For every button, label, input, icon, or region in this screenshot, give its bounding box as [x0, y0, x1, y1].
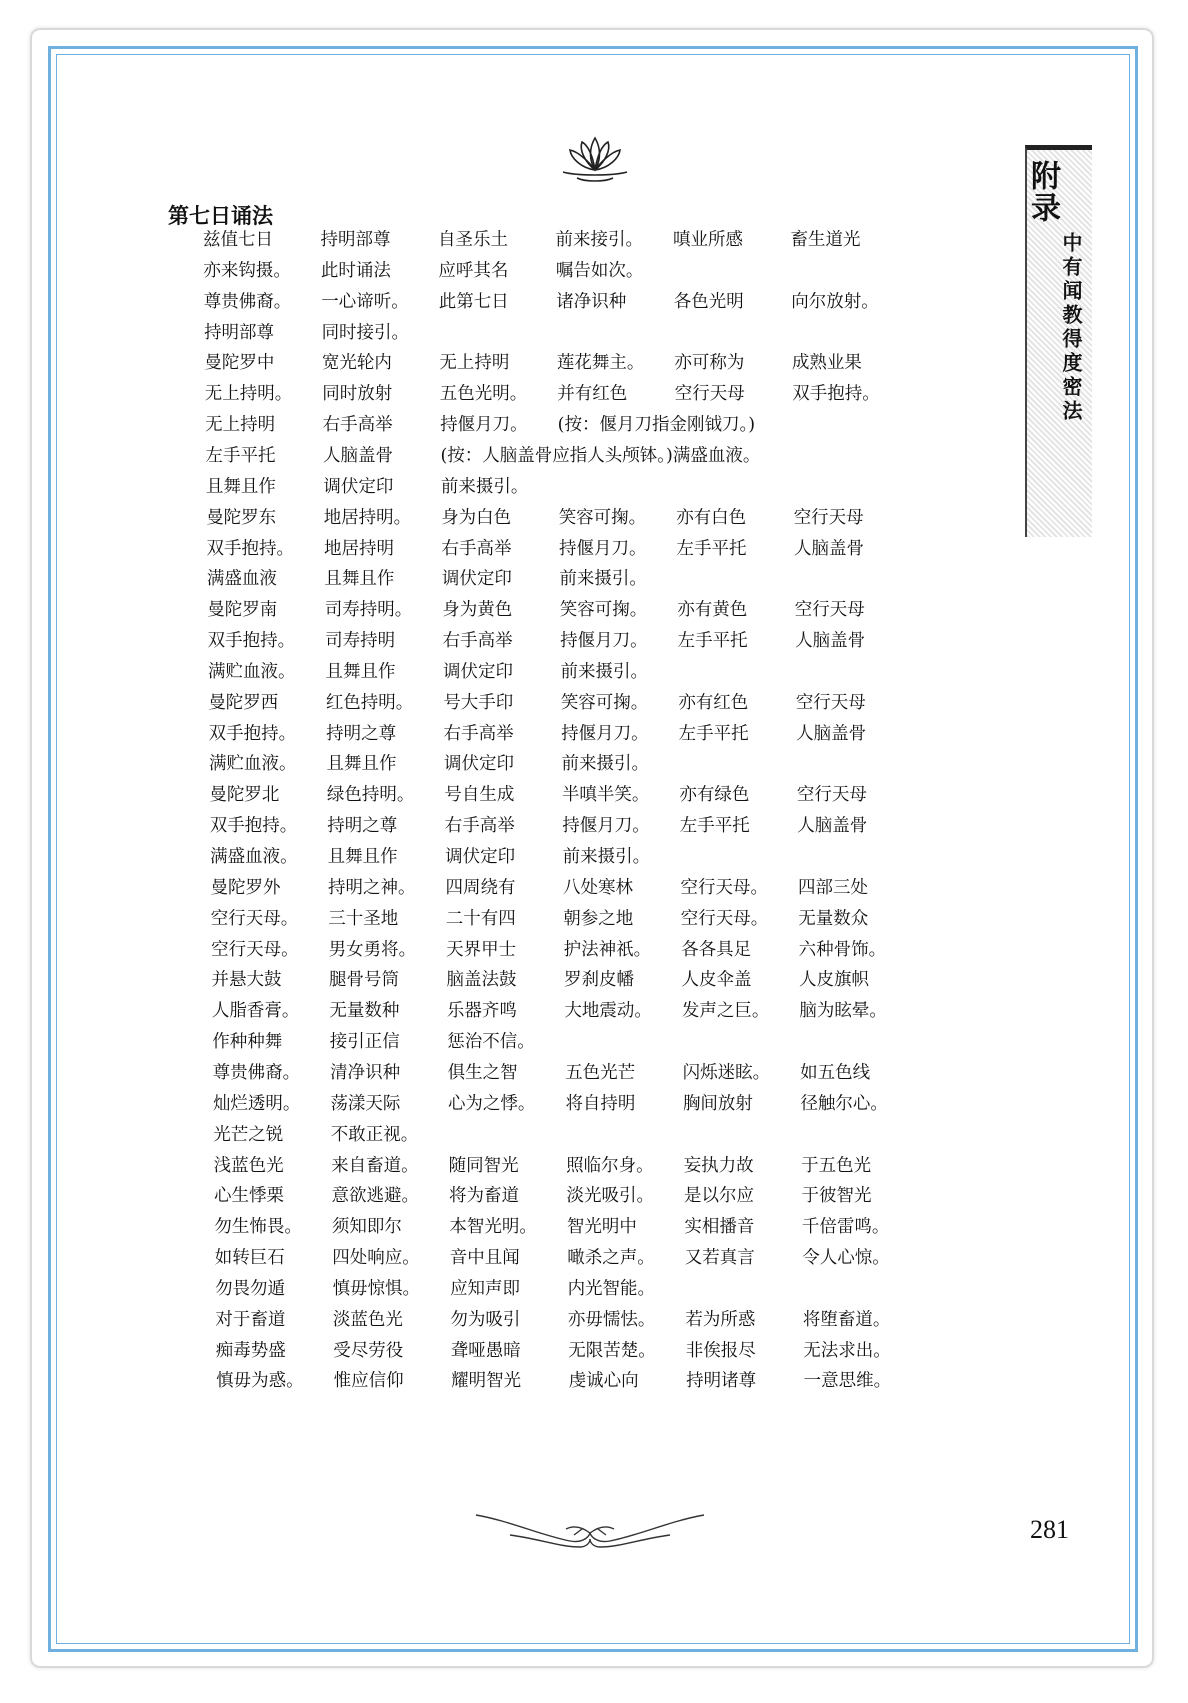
verse-phrase: 右手高举 [441, 538, 512, 559]
section-title: 第七日诵法 [168, 204, 273, 228]
verse-phrase: 六种骨饰。 [798, 939, 887, 960]
verse-phrase: 天界甲士 [446, 939, 517, 960]
verse-phrase: 无上持明 [439, 353, 510, 374]
verse-phrase: 宽光轮内 [321, 353, 392, 374]
verse-phrase: 人脑盖骨 [797, 816, 868, 837]
verse-phrase: 曼陀罗西 [208, 692, 279, 713]
verse-phrase: 空行天母。 [680, 877, 768, 898]
verse-phrase: 人脑盖骨 [796, 723, 867, 744]
verse-phrase: 左手平托 [679, 816, 750, 837]
verse-phrase: 罗刹皮幡 [564, 970, 635, 991]
verse-phrase: 右手高举 [442, 631, 513, 652]
verse-phrase: 地居持明。 [323, 507, 412, 528]
verse-phrase: 且舞且作 [205, 476, 276, 497]
verse-phrase: 双手抱持。 [206, 538, 295, 559]
verse-phrase: 各色光明 [673, 291, 744, 312]
praying-hands-icon [470, 1505, 710, 1553]
verse-phrase: 双手抱持。 [208, 723, 297, 744]
verse-phrase: 心生悸栗 [214, 1186, 284, 1207]
verse-phrase: 尊贵佛裔。 [212, 1062, 301, 1083]
verse-phrase: 持明之尊 [326, 723, 397, 744]
verse-phrase: 前来摄引。 [560, 661, 648, 682]
verse-phrase: 满贮血液。 [209, 754, 297, 775]
verse-phrase: 无限苦楚。 [568, 1340, 656, 1361]
verse-phrase: 发声之巨。 [681, 1001, 770, 1022]
verse-phrase: 清净识种 [330, 1062, 401, 1083]
verse-phrase: 亦可称为 [674, 353, 745, 374]
verse-phrase: 无上持明。 [204, 384, 293, 405]
verse-phrase: 无量数种 [329, 1001, 400, 1022]
verse-phrase: 将自持明 [565, 1093, 636, 1114]
lotus-icon [555, 132, 635, 192]
verse-phrase: 空行天母 [794, 600, 865, 621]
verse-phrase: 勿为吸引 [450, 1309, 521, 1330]
verse-phrase: 四处响应。 [332, 1248, 420, 1269]
verse-phrase: 满贮血液。 [207, 661, 296, 682]
verse-phrase: 且舞且作 [327, 847, 398, 867]
verse-phrase: 亦来钩摄。 [203, 260, 291, 281]
verse-phrase: 空行天母。 [210, 908, 299, 929]
verse-phrase: 笑容可掬。 [560, 692, 649, 713]
verse-phrase: 满盛血液。 [210, 847, 298, 867]
verse-phrase: 持偃月刀。 [561, 723, 649, 744]
verse-phrase: 作种种舞 [212, 1032, 283, 1053]
verse-phrase: 本智光明。 [449, 1217, 537, 1238]
verse-phrase: 调伏定印 [323, 476, 394, 497]
verse-phrase: 胸间放射 [682, 1093, 753, 1114]
verse-phrase: 司寿持明。 [324, 600, 413, 621]
verse-phrase: 亦有红色 [678, 692, 749, 713]
verse-phrase: 如转巨石 [214, 1248, 285, 1269]
verse-phrase: 同时接引。 [321, 322, 410, 343]
verse-phrase: 亦毋懦怯。 [567, 1309, 656, 1330]
verse-phrase: 非俟报尽 [685, 1340, 756, 1361]
verse-phrase: 向尔放射。 [791, 291, 879, 312]
verse-phrase: 右手高举 [322, 415, 393, 436]
verse-phrase: 前来摄引。 [562, 847, 651, 867]
verse-phrase: 各各具足 [681, 939, 752, 960]
verse-phrase: 音中且闻 [449, 1248, 520, 1269]
verse-phrase: 亦有绿色 [679, 785, 750, 806]
verse-phrase: 惩治不信。 [447, 1032, 535, 1053]
verse-phrase: 嗔业所感 [673, 230, 743, 250]
verse-phrase: 人皮伞盖 [681, 970, 752, 991]
verse-phrase: 双手抱持。 [209, 816, 298, 837]
verse-phrase: 曼陀罗东 [206, 507, 277, 528]
verse-phrase: 于五色光 [801, 1155, 872, 1176]
verse-phrase: 痴毒势盛 [215, 1340, 286, 1361]
verse-phrase: 自圣乐土 [438, 230, 508, 250]
verse-phrase: 人脑盖骨 [794, 538, 865, 559]
verse-phrase: 八处寒林 [562, 877, 633, 898]
verse-phrase: 将堕畜道。 [802, 1309, 891, 1330]
verse-phrase: 持偃月刀。 [560, 631, 648, 652]
verse-phrase: 双手抱持。 [207, 631, 296, 652]
verse-phrase: 持偃月刀。 [559, 538, 647, 559]
verse-phrase: 前来摄引。 [440, 476, 529, 497]
verse-phrase: 若为所惑 [685, 1309, 756, 1330]
verse-phrase: 尊贵佛裔。 [203, 291, 292, 312]
verse-phrase: 应呼其名 [438, 260, 509, 281]
verse-phrase: 二十有四 [445, 908, 516, 929]
verse-phrase: 笑容可掬。 [559, 600, 648, 621]
verse-phrase: 浅蓝色光 [213, 1155, 284, 1176]
verse-phrase: 空行天母 [796, 785, 867, 806]
verse-phrase: 左手平托 [678, 723, 749, 744]
verse-phrase: 荡漾天际 [330, 1093, 401, 1114]
verse-phrase: 耀明智光 [451, 1371, 522, 1392]
verse-phrase: 慎毋惊惧。 [332, 1278, 421, 1299]
verse-phrase: 心为之悸。 [447, 1093, 536, 1114]
verse-phrase: 内光智能。 [567, 1278, 656, 1299]
verse-phrase: 是以尔应 [684, 1186, 754, 1207]
verse-phrase: 空行天母 [674, 384, 745, 405]
verse-phrase: 噉杀之声。 [567, 1248, 655, 1269]
verse-phrase: 亦有白色 [676, 507, 747, 528]
verse-phrase: 随同智光 [448, 1155, 519, 1176]
verse-phrase: 调伏定印 [441, 569, 512, 590]
verse-phrase: 空行天母。 [211, 939, 299, 960]
verse-phrase: 径触尔心。 [800, 1093, 888, 1114]
verse-phrase: 大地震动。 [564, 1001, 652, 1022]
verse-phrase: 兹值七日 [203, 230, 273, 250]
verse-phrase: 前来接引。 [555, 230, 643, 250]
verse-phrase: 司寿持明 [325, 631, 396, 652]
verse-phrase: 持明之尊 [327, 816, 398, 837]
verse-phrase: 无法求出。 [803, 1340, 891, 1361]
verse-phrase: 妄执力故 [683, 1155, 754, 1176]
verse-phrase: 腿骨号筒 [329, 970, 400, 991]
verse-phrase: 曼陀罗外 [210, 877, 281, 898]
verse-phrase: 须知即尔 [331, 1217, 402, 1238]
verse-phrase: 且舞且作 [324, 569, 395, 590]
verse-phrase: 勿生怖畏。 [214, 1217, 302, 1238]
verse-phrase: 畜生道光 [790, 230, 861, 250]
verse-phrase: 持偃月刀。 [440, 415, 528, 436]
verse-phrase: 持明部尊 [204, 322, 275, 343]
verse-phrase: 又若真言 [684, 1248, 755, 1269]
verse-phrase: 朝参之地 [563, 908, 634, 929]
verse-phrase: 调伏定印 [445, 847, 516, 867]
verse-phrase: 慎毋为惑。 [216, 1371, 304, 1392]
verse-phrase: 笑容可掬。 [558, 507, 647, 528]
verse-phrase: 持明之神。 [327, 877, 416, 898]
verse-phrase: 并有红色 [557, 384, 628, 405]
verse-phrase: 接引正信 [329, 1032, 400, 1053]
verse-phrase: 诸净识种 [556, 291, 627, 312]
verse-phrase: 红色持明。 [325, 692, 414, 713]
verse-phrase: (按：人脑盖骨应指人头颅钵。)满盛血液。 [440, 445, 761, 466]
verse-phrase: 并悬大鼓 [211, 970, 282, 991]
verse-phrase: 来自畜道。 [331, 1155, 419, 1176]
verse-phrase: 三十圣地 [328, 908, 399, 929]
verse-phrase: 一心谛听。 [321, 291, 409, 312]
verse-phrase: 前来摄引。 [559, 569, 647, 590]
verse-phrase: (按：偃月刀指金刚钺刀。) [557, 415, 756, 436]
verse-phrase: 此时诵法 [320, 260, 391, 281]
verse-phrase: 调伏定印 [444, 754, 515, 775]
verse-phrase: 闪烁迷眩。 [682, 1062, 771, 1083]
verse-phrase: 绿色持明。 [326, 785, 415, 806]
verse-phrase: 调伏定印 [442, 661, 513, 682]
verse-phrase: 身为白色 [441, 507, 512, 528]
verse-phrase: 灿烂透明。 [212, 1093, 301, 1114]
verse-phrase: 脑盖法鼓 [446, 970, 517, 991]
verse-phrase: 智光明中 [566, 1217, 637, 1238]
verse-phrase: 满盛血液 [206, 569, 277, 590]
verse-phrase: 身为黄色 [442, 600, 513, 621]
verse-phrase: 人脑盖骨 [322, 445, 393, 466]
page-number: 281 [1030, 1515, 1069, 1544]
verse-phrase: 将为畜道 [449, 1186, 519, 1207]
verse-phrase: 照临尔身。 [566, 1155, 654, 1176]
verse-phrase: 惟应信仰 [333, 1371, 404, 1392]
verse-phrase: 半嗔半笑。 [561, 785, 650, 806]
verse-phrase: 且舞且作 [326, 754, 397, 775]
verse-phrase: 光芒之锐 [213, 1124, 284, 1145]
verse-phrase: 受尽劳役 [333, 1340, 404, 1361]
verse-phrase: 一意思维。 [803, 1371, 892, 1392]
verse-phrase: 虔诚心向 [568, 1371, 639, 1392]
verse-phrase: 脑为眩晕。 [799, 1001, 887, 1022]
verse-phrase: 左手平托 [676, 538, 747, 559]
verse-phrase: 空行天母 [793, 507, 864, 528]
verse-phrase: 男女勇将。 [328, 939, 417, 960]
verse-phrase: 号大手印 [443, 692, 514, 713]
verse-phrase: 曼陀罗南 [207, 600, 278, 621]
verse-phrase: 人皮旗帜 [799, 970, 870, 991]
verse-phrase: 如五色线 [800, 1062, 871, 1083]
verse-phrase: 意欲逃避。 [331, 1186, 419, 1207]
verse-phrase: 应知声即 [450, 1278, 521, 1299]
verse-phrase: 莲花舞主。 [556, 353, 645, 374]
verse-phrase: 且舞且作 [325, 661, 396, 682]
verse-phrase: 不敢正视。 [330, 1124, 419, 1145]
verse-phrase: 令人心惊。 [802, 1248, 890, 1269]
verse-phrase: 成熟业果 [791, 353, 862, 374]
verse-phrase: 号自生成 [444, 785, 515, 806]
verse-phrase: 护法神祇。 [563, 939, 652, 960]
verse-phrase: 千倍雷鸣。 [801, 1217, 890, 1238]
verse-phrase: 此第七日 [438, 291, 509, 312]
verse-phrase: 右手高举 [443, 723, 514, 744]
verse-phrase: 空行天母。 [680, 908, 769, 929]
verse-phrase: 对于畜道 [215, 1309, 286, 1330]
verse-phrase: 无量数众 [798, 908, 869, 929]
verse-phrase: 五色光明。 [439, 384, 528, 405]
verse-phrase: 人脑盖骨 [795, 631, 866, 652]
verse-phrase: 嘱告如次。 [555, 260, 644, 281]
verse-phrase: 前来摄引。 [561, 754, 650, 775]
side-tab-subtitle: 中有闻教得度密法 [1059, 232, 1083, 424]
verse-phrase: 持明部尊 [320, 230, 391, 250]
verse-phrase: 持偃月刀。 [562, 816, 650, 837]
verse-phrase: 右手高举 [444, 816, 515, 837]
verse-phrase: 勿畏勿遁 [215, 1278, 286, 1299]
verse-phrase: 实相播音 [684, 1217, 755, 1238]
verse-phrase: 淡蓝色光 [332, 1309, 403, 1330]
verse-phrase: 亦有黄色 [677, 600, 748, 621]
verse-phrase: 四部三处 [797, 877, 868, 898]
verse-phrase: 人脂香膏。 [211, 1001, 300, 1022]
verse-phrase: 地居持明 [324, 538, 395, 559]
verse-phrase: 同时放射 [322, 384, 393, 405]
verse-phrase: 乐器齐鸣 [446, 1001, 517, 1022]
verse-phrase: 聋哑愚暗 [450, 1340, 521, 1361]
verse-phrase: 曼陀罗中 [204, 353, 275, 374]
verse-phrase: 空行天母 [795, 692, 866, 713]
verse-phrase: 淡光吸引。 [566, 1186, 654, 1207]
verse-phrase: 曼陀罗北 [209, 785, 280, 806]
verse-phrase: 于彼智光 [801, 1186, 872, 1207]
verse-phrase: 双手抱持。 [792, 384, 880, 405]
verse-phrase: 俱生之智 [447, 1062, 518, 1083]
verse-phrase: 四周绕有 [445, 877, 516, 898]
verse-phrase: 五色光芒 [565, 1062, 636, 1083]
verse-phrase: 左手平托 [205, 445, 276, 466]
verse-phrase: 持明诸尊 [686, 1371, 757, 1392]
verse-phrase: 左手平托 [677, 631, 748, 652]
side-tab-title: 附录 [1025, 160, 1060, 224]
verse-phrase: 无上持明 [205, 415, 276, 436]
